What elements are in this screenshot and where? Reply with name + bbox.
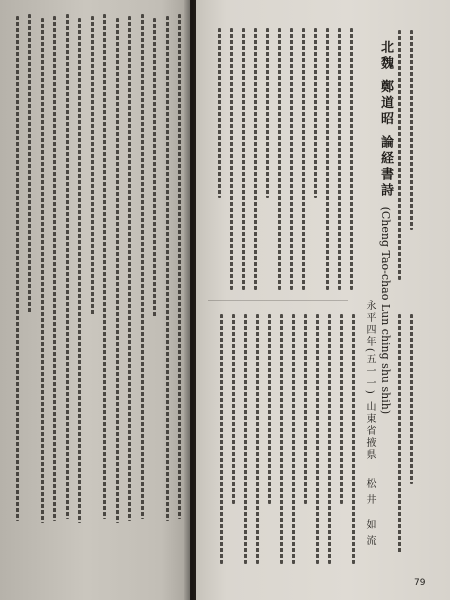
text-column: [16, 16, 19, 521]
page-number: 79: [414, 578, 426, 588]
entry-dateline: 永平四年(五一一) 山東省掖県: [364, 300, 375, 461]
text-column: [410, 30, 413, 230]
text-column: [66, 14, 69, 519]
text-column: [278, 28, 281, 290]
text-column: [53, 16, 56, 521]
text-column: [220, 314, 223, 564]
text-column: [103, 14, 106, 519]
text-column: [398, 30, 401, 280]
text-column: [128, 16, 131, 521]
text-column: [326, 28, 329, 290]
text-column: [314, 28, 317, 198]
text-column: [41, 18, 44, 523]
text-column: [256, 314, 259, 564]
text-column: [91, 16, 94, 316]
entry-heading: [376, 40, 395, 414]
entry-romanization: (Cheng Tao-chao Lun ching shu shih): [379, 206, 392, 415]
text-column: [218, 28, 221, 198]
text-column: [78, 18, 81, 523]
text-column: [328, 314, 331, 564]
text-column: [141, 14, 144, 519]
text-column: [350, 28, 353, 290]
text-column: [254, 28, 257, 290]
text-column: [398, 314, 401, 554]
text-column: [340, 314, 343, 504]
text-column: [280, 314, 283, 564]
text-column: [290, 28, 293, 290]
text-column: [230, 28, 233, 290]
text-column: [292, 314, 295, 564]
text-column: [116, 18, 119, 523]
tier-divider: [208, 300, 348, 301]
text-column: [268, 314, 271, 504]
text-column: [338, 28, 341, 290]
text-column: [28, 14, 31, 314]
text-column: [266, 28, 269, 198]
text-column: [304, 314, 307, 504]
text-column: [244, 314, 247, 564]
text-column: [178, 14, 181, 519]
text-column: [316, 314, 319, 564]
text-column: [242, 28, 245, 290]
text-column: [232, 314, 235, 504]
text-column: [352, 314, 355, 564]
text-column: [166, 16, 169, 521]
entry-author: 松井 如流: [364, 478, 375, 552]
text-column: [153, 18, 156, 318]
entry-title: 北魏 鄭道昭 論経書詩: [378, 40, 393, 200]
text-column: [302, 28, 305, 290]
text-column: [410, 314, 413, 484]
